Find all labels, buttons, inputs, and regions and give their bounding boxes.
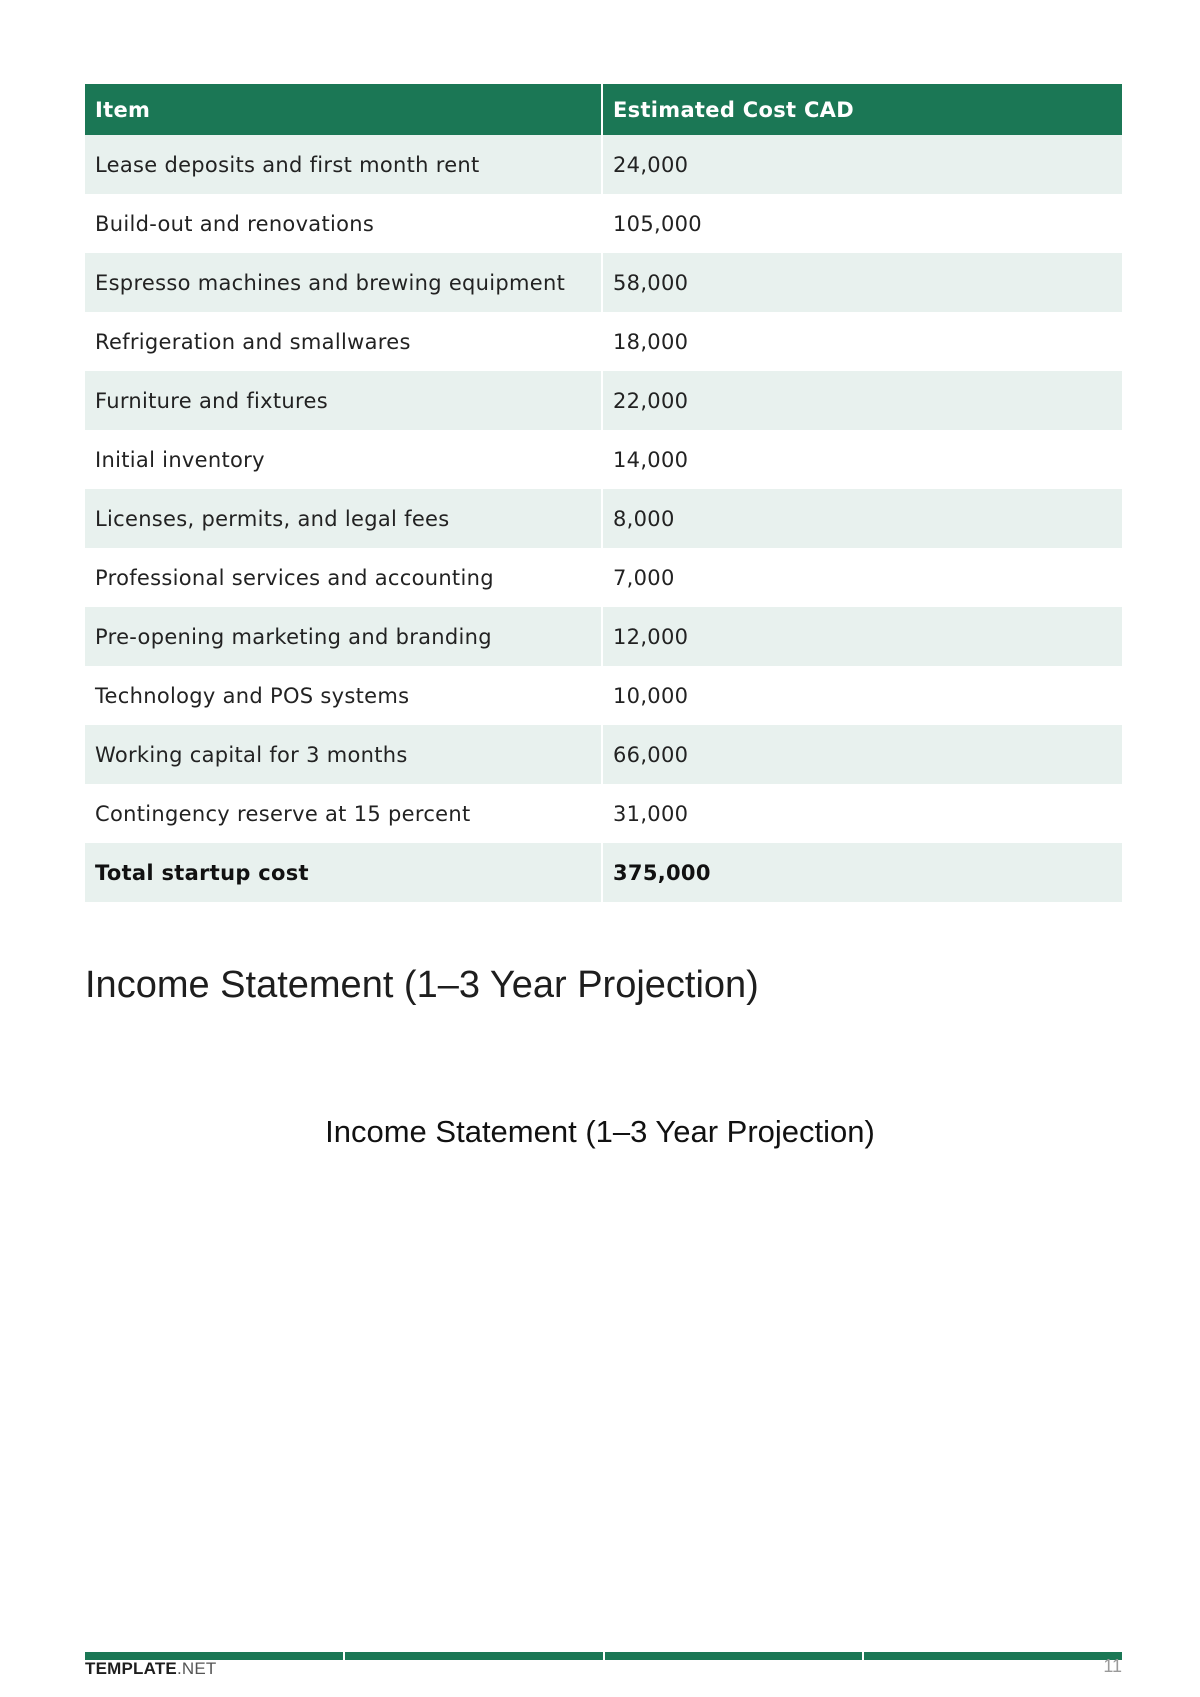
footer-bar-segment (864, 1652, 1122, 1660)
table-row (85, 489, 1122, 548)
table-row (85, 725, 1122, 784)
cost-cell: 10,000 (602, 666, 1122, 725)
table-row (85, 312, 1122, 371)
table-header-row (85, 84, 1122, 135)
item-cell: Refrigeration and smallwares (85, 312, 602, 371)
footer-bar-segment (605, 1652, 863, 1660)
table-row (85, 607, 1122, 666)
column-header-estimated-cost: Estimated Cost CAD (602, 84, 1122, 135)
table-row (85, 135, 1122, 194)
item-cell: Espresso machines and brewing equipment (85, 253, 602, 312)
cost-cell: 22,000 (602, 371, 1122, 430)
item-cell: Pre-opening marketing and branding (85, 607, 602, 666)
table-row (85, 666, 1122, 725)
page-number: 11 (1103, 1656, 1122, 1676)
cost-cell: 24,000 (602, 135, 1122, 194)
total-row (85, 843, 1122, 902)
column-header-item: Item (85, 84, 602, 135)
item-cell: Furniture and fixtures (85, 371, 602, 430)
section-heading: Income Statement (1–3 Year Projection) (85, 964, 759, 1006)
item-cell: Working capital for 3 months (85, 725, 602, 784)
cost-cell: 58,000 (602, 253, 1122, 312)
footer-bar-segment (345, 1652, 603, 1660)
item-cell: Licenses, permits, and legal fees (85, 489, 602, 548)
cost-cell: 8,000 (602, 489, 1122, 548)
item-cell: Technology and POS systems (85, 666, 602, 725)
footer-divider (85, 1652, 1122, 1660)
chart-title: Income Statement (1–3 Year Projection) (325, 1114, 875, 1149)
total-value: 375,000 (602, 843, 1122, 902)
table-row (85, 548, 1122, 607)
template-net-logo (85, 1659, 216, 1679)
item-cell: Initial inventory (85, 430, 602, 489)
item-cell: Build-out and renovations (85, 194, 602, 253)
table-row (85, 371, 1122, 430)
chart-area (85, 1170, 1122, 1590)
table-row (85, 784, 1122, 843)
logo-light-text: .NET (176, 1659, 217, 1678)
cost-cell: 7,000 (602, 548, 1122, 607)
cost-cell: 105,000 (602, 194, 1122, 253)
logo-bold-text: TEMPLATE (85, 1659, 177, 1678)
item-cell: Professional services and accounting (85, 548, 602, 607)
cost-cell: 31,000 (602, 784, 1122, 843)
cost-cell: 12,000 (602, 607, 1122, 666)
cost-cell: 18,000 (602, 312, 1122, 371)
item-cell: Lease deposits and first month rent (85, 135, 602, 194)
table-row (85, 253, 1122, 312)
table-row (85, 194, 1122, 253)
cost-cell: 66,000 (602, 725, 1122, 784)
cost-cell: 14,000 (602, 430, 1122, 489)
startup-cost-table (85, 84, 1122, 902)
table-row (85, 430, 1122, 489)
total-label: Total startup cost (85, 843, 602, 902)
item-cell: Contingency reserve at 15 percent (85, 784, 602, 843)
